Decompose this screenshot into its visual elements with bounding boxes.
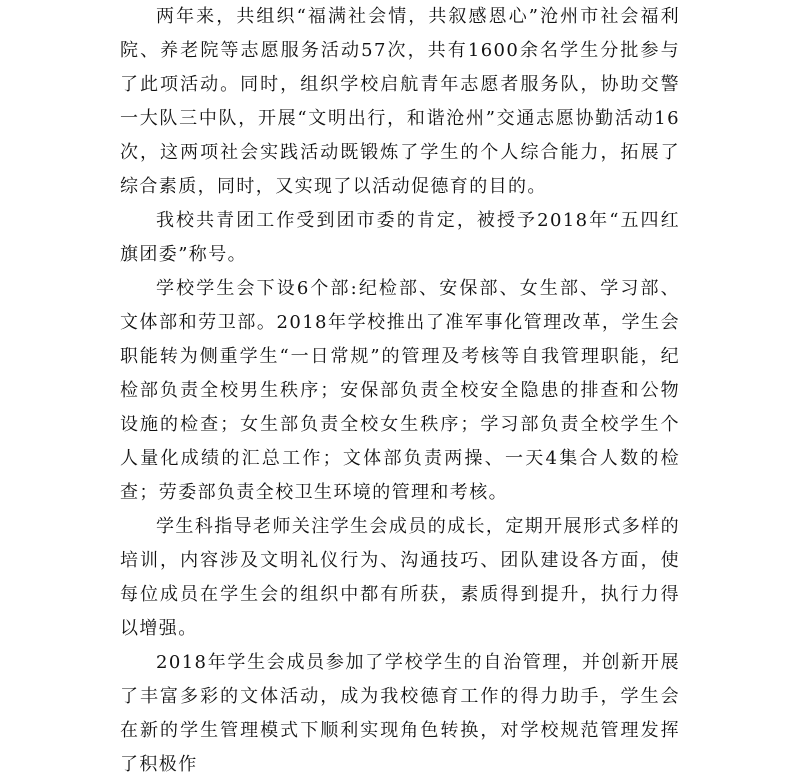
paragraph-training: 学生科指导老师关注学生会成员的成长，定期开展形式多样的培训，内容涉及文明礼仪行为、沟通技巧、团队建设各方面，使每位成员在学生会的组织中都有所获，素质得到提升，执行力得以增强。 <box>120 516 680 639</box>
paragraph-self-management: 2018年学生会成员参加了学校学生的自治管理，并创新开展了丰富多彩的文体活动，成为我校德育工作的得力助手，学生会在新的学生管理模式下顺利实现角色转换，对学校规范管理发挥了积极作 <box>120 652 680 775</box>
paragraph-student-union-departments: 学校学生会下设6个部:纪检部、安保部、女生部、学习部、文体部和劳卫部。2018年学校推出了准军事化管理改革，学生会职能转为侧重学生“一日常规”的管理及考核等自我管理职能，纪检部负责全校男生秩序；安保部负责全校安全隐患的排查和公物设施的检查；女生部负责全校女生秩序；学习部负责全校学生个人量化成绩的汇总工作；文体部负责两操、一天4集合人数的检查；劳委部负责全校卫生环境的管理和考核。 <box>120 278 680 503</box>
paragraph-volunteer-activities: 两年来，共组织“福满社会情，共叙感恩心”沧州市社会福利院、养老院等志愿服务活动57次，共有1600余名学生分批参与了此项活动。同时，组织学校启航青年志愿者服务队，协助交警一大队三中队，开展“文明出行，和谐沧州”交通志愿协勤活动16次，这两项社会实践活动既锻炼了学生的个人综合能力，拓展了综合素质，同时，又实现了以活动促德育的目的。 <box>120 6 680 197</box>
document-body <box>120 0 680 782</box>
paragraph-league-honor: 我校共青团工作受到团市委的肯定，被授予2018年“五四红旗团委”称号。 <box>120 210 680 265</box>
